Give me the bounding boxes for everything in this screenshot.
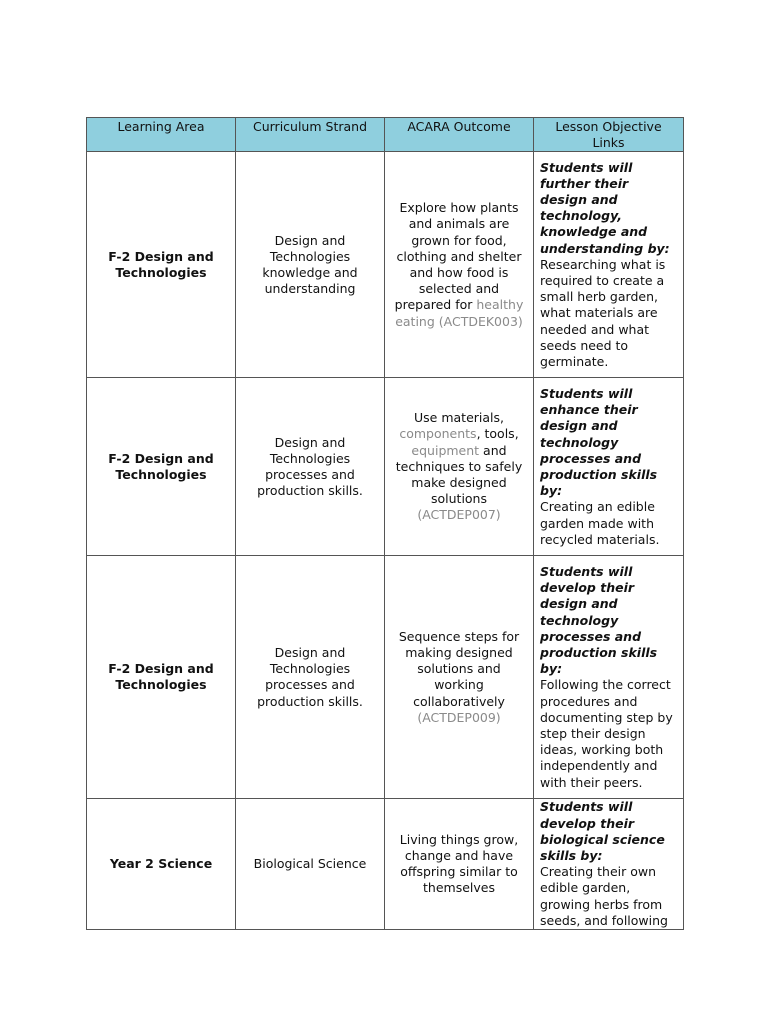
- lesson-objective-cell: [534, 799, 684, 930]
- lesson-objective-cell: [534, 378, 684, 556]
- acara-outcome-cell: [385, 378, 534, 556]
- lesson-objective-cell: [534, 152, 684, 378]
- table-header-row: [87, 118, 684, 152]
- learning-area-cell: F-2 Design and Technologies: [87, 152, 236, 378]
- table-row: [87, 152, 684, 378]
- outcome-text: , tools,: [476, 426, 519, 442]
- lesson-lead: Students will develop their biological science skills by:: [540, 799, 665, 864]
- outcome-text: Use materials,: [414, 410, 504, 426]
- learning-area-cell: Year 2 Science: [87, 799, 236, 930]
- learning-area-cell: F-2 Design and Technologies: [87, 378, 236, 556]
- outcome-link-components[interactable]: components: [399, 426, 477, 442]
- header-learning-area: Learning Area: [87, 118, 236, 152]
- table-row: [87, 378, 684, 556]
- table-row: [87, 556, 684, 799]
- lesson-body: Creating an edible garden made with recycled materials.: [540, 499, 660, 547]
- lesson-lead: Students will develop their design and technology processes and production skills by:: [540, 563, 658, 677]
- outcome-text: and techniques to safely make designed solutions: [395, 442, 523, 507]
- curriculum-strand-cell: Design and Technologies knowledge and understanding: [236, 152, 385, 378]
- acara-outcome-cell: [385, 152, 534, 378]
- lesson-lead: Students will enhance their design and technology processes and production skills by:: [540, 385, 658, 499]
- curriculum-strand-cell: Design and Technologies processes and production skills.: [236, 556, 385, 799]
- table-row: [87, 799, 684, 930]
- lesson-body: Creating their own edible garden, growing herbs from seeds, and following: [540, 864, 668, 928]
- outcome-text: Explore how plants and animals are grown for food, clothing and shelter and how food is selected and prepared for: [394, 200, 522, 313]
- outcome-text: Sequence steps for making designed solutions and working collaboratively: [398, 628, 520, 709]
- learning-area-cell: F-2 Design and Technologies: [87, 556, 236, 799]
- acara-outcome-cell: [385, 556, 534, 799]
- lesson-body: Researching what is required to create a small herb garden, what materials are needed and what seeds need to germinate.: [540, 256, 666, 370]
- lesson-objective-cell: [534, 556, 684, 799]
- lesson-lead: Students will further their design and technology, knowledge and understanding by:: [540, 159, 670, 256]
- header-curriculum-strand: Curriculum Strand: [236, 118, 385, 152]
- lesson-body: Following the correct procedures and documenting step by step their design ideas, working both independently and with their peers.: [540, 677, 673, 790]
- curriculum-table: [86, 117, 684, 930]
- outcome-code-link[interactable]: (ACTDEK003): [434, 313, 523, 329]
- acara-outcome-cell: Living things grow, change and have offspring similar to themselves: [385, 799, 534, 930]
- outcome-code-link[interactable]: (ACTDEP007): [417, 507, 501, 523]
- outcome-code-link[interactable]: (ACTDEP009): [417, 709, 501, 725]
- header-lesson-objective-links: Lesson Objective Links: [534, 118, 684, 152]
- header-acara-outcome: ACARA Outcome: [385, 118, 534, 152]
- curriculum-strand-cell: Biological Science: [236, 799, 385, 930]
- outcome-link-equipment[interactable]: equipment: [411, 442, 480, 458]
- outcome-link-healthy-eating[interactable]: healthy eating: [395, 297, 524, 329]
- curriculum-strand-cell: Design and Technologies processes and production skills.: [236, 378, 385, 556]
